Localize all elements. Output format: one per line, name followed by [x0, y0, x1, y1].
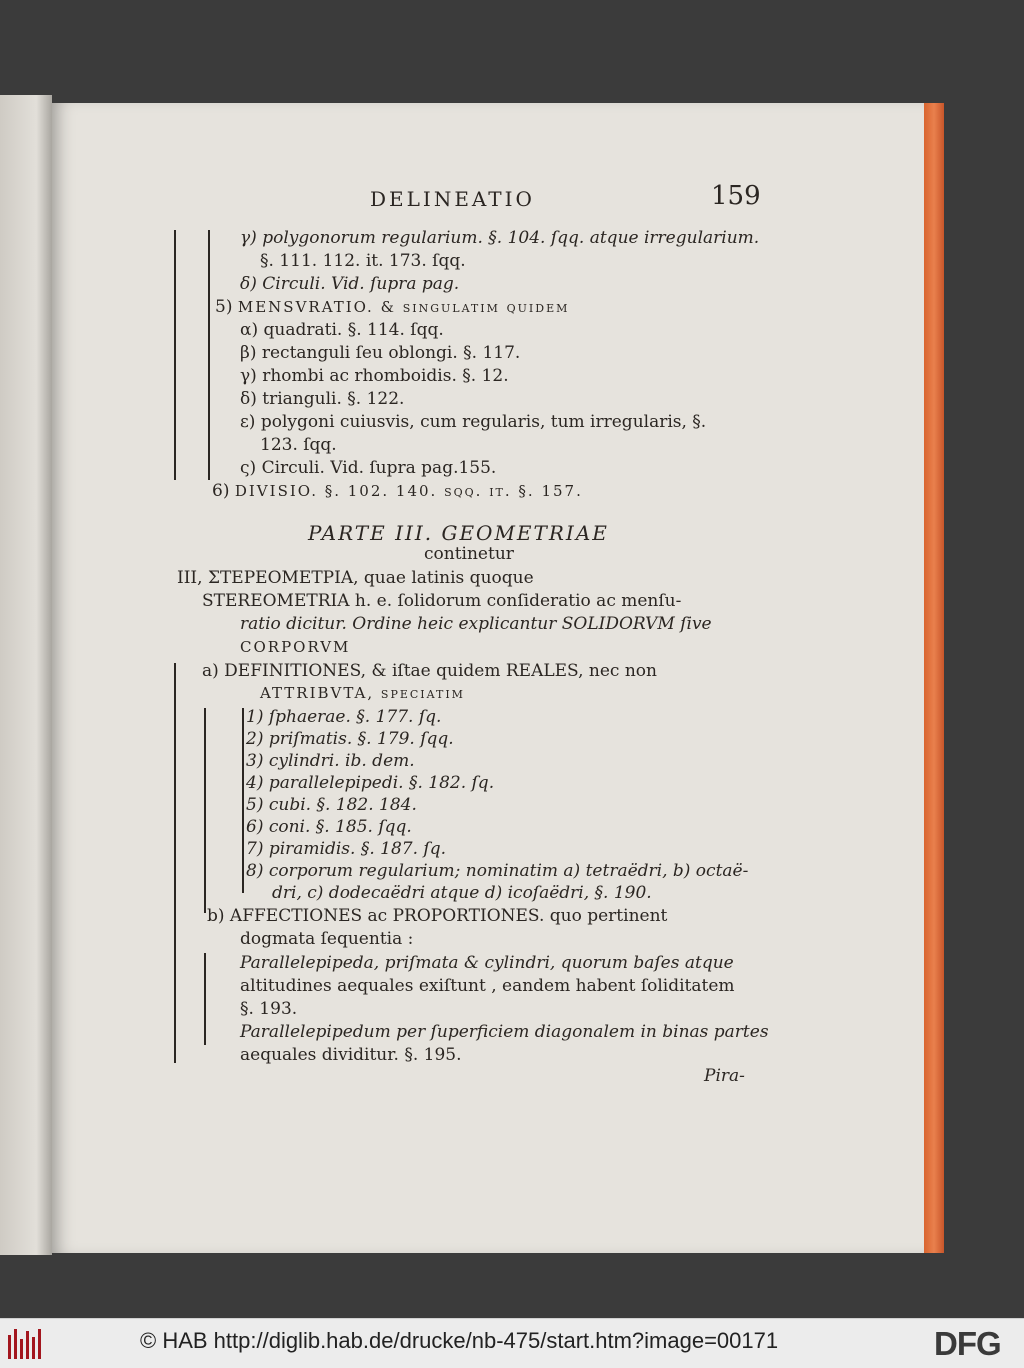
line-text: rectanguli ſeu oblongi. §. 117.: [261, 343, 521, 363]
text-line: [240, 322, 444, 339]
text-line: dogmata ſequentia :: [240, 929, 414, 949]
hab-logo-icon: [8, 1329, 44, 1359]
line-text: Circuli. Vid. ſupra pag.155.: [261, 458, 497, 478]
line-text: polygonorum regularium. §. 104. ſqq. atque irregularium.: [262, 228, 760, 248]
margin-rule: [204, 953, 206, 1045]
list-item: 8) corporum regularium; nominatim a) tetraëdri, b) octaë-: [246, 861, 749, 881]
list-item: 2) priſmatis. §. 179. ſqq.: [246, 729, 454, 749]
text-line: [240, 460, 496, 477]
line-text: Circuli. Vid. ſupra pag.: [262, 274, 460, 294]
text-line: CORPORVM: [240, 638, 351, 656]
brace-rule: [242, 708, 244, 893]
text-line: ATTRIBVTA, ſpeciatim: [260, 684, 465, 702]
line-text: quadrati. §. 114. ſqq.: [263, 320, 444, 340]
text-line: Parallelepipeda, priſmata & cylindri, quorum baſes atque: [240, 953, 734, 973]
text-line: [240, 230, 759, 247]
catchword: Pira-: [704, 1066, 745, 1086]
page-edge: [924, 103, 944, 1253]
text-line: §. 193.: [240, 999, 298, 1019]
text-line: Parallelepipedum per ſuperficiem diagonalem in binas partes: [240, 1022, 769, 1042]
line-label: δ): [240, 274, 257, 294]
text-line: [240, 368, 509, 385]
list-item: dri, c) dodecaëdri atque d) icoſaëdri, §. 190.: [272, 883, 652, 903]
line-label: δ): [240, 389, 257, 409]
line-label: ς): [240, 458, 257, 478]
line-text: trianguli. §. 122.: [262, 389, 405, 409]
dfg-logo: DFG: [934, 1325, 1001, 1362]
text-line: [240, 391, 404, 408]
line-text: polygoni cuiusvis, cum regularis, tum irregularis, §.: [260, 412, 707, 432]
text-line: 123. ſqq.: [260, 435, 337, 455]
book-page: [52, 103, 924, 1253]
facing-page-edge: [0, 95, 52, 1255]
margin-rule: [208, 230, 210, 480]
line-label: 6): [212, 481, 230, 501]
text-line: a) DEFINITIONES, & iſtae quidem REALES, nec non: [202, 661, 657, 681]
list-item: 3) cylindri. ib. dem.: [246, 751, 415, 771]
margin-rule: [204, 708, 206, 913]
part-subtitle: continetur: [424, 544, 514, 564]
text-line: altitudines aequales exiſtunt , eandem habent ſoliditatem: [240, 976, 735, 996]
line-label: ε): [240, 412, 256, 432]
list-item: 7) piramidis. §. 187. ſq.: [246, 839, 446, 859]
list-item: 6) coni. §. 185. ſqq.: [246, 817, 412, 837]
running-title: DELINEATIO: [370, 187, 535, 211]
text-line: [215, 299, 569, 316]
line-label: 5): [215, 297, 233, 317]
line-label: α): [240, 320, 259, 340]
margin-rule: [174, 230, 176, 480]
text-line: STEREOMETRIA h. e. ſolidorum conſideratio ac menſu-: [202, 591, 682, 611]
copyright-link[interactable]: © HAB http://diglib.hab.de/drucke/nb-475/start.htm?image=00171: [140, 1328, 779, 1353]
list-item: 4) parallelepipedi. §. 182. ſq.: [246, 773, 495, 793]
text-line: b) AFFECTIONES ac PROPORTIONES. quo pertinent: [207, 906, 668, 926]
text-line: §. 111. 112. it. 173. ſqq.: [260, 251, 466, 271]
line-text: DIVISIO. §. 102. 140. ſqq. it. §. 157.: [234, 482, 583, 500]
text-line: III, ΣΤΕΡΕΟΜΕΤΡΙΑ, quae latinis quoque: [177, 568, 534, 588]
page-number: 159: [711, 181, 761, 211]
text-line: [212, 483, 583, 500]
text-line: aequales dividitur. §. 195.: [240, 1045, 462, 1065]
text-line: [240, 345, 520, 362]
part-title: PARTE III. GEOMETRIAE: [308, 521, 609, 545]
text-line: [240, 276, 459, 293]
text-line: ratio dicitur. Ordine heic explicantur SOLIDORVM ſive: [240, 614, 712, 634]
line-label: γ): [240, 228, 257, 248]
line-label: β): [240, 343, 257, 363]
list-item: 5) cubi. §. 182. 184.: [246, 795, 417, 815]
viewer-footer: [0, 1318, 1024, 1368]
line-text: MENSVRATIO. & ſingulatim quidem: [237, 298, 570, 316]
margin-rule: [174, 663, 176, 1063]
text-line: [240, 414, 706, 431]
list-item: 1) ſphaerae. §. 177. ſq.: [246, 707, 442, 727]
line-label: γ): [240, 366, 257, 386]
line-text: rhombi ac rhomboidis. §. 12.: [262, 366, 509, 386]
